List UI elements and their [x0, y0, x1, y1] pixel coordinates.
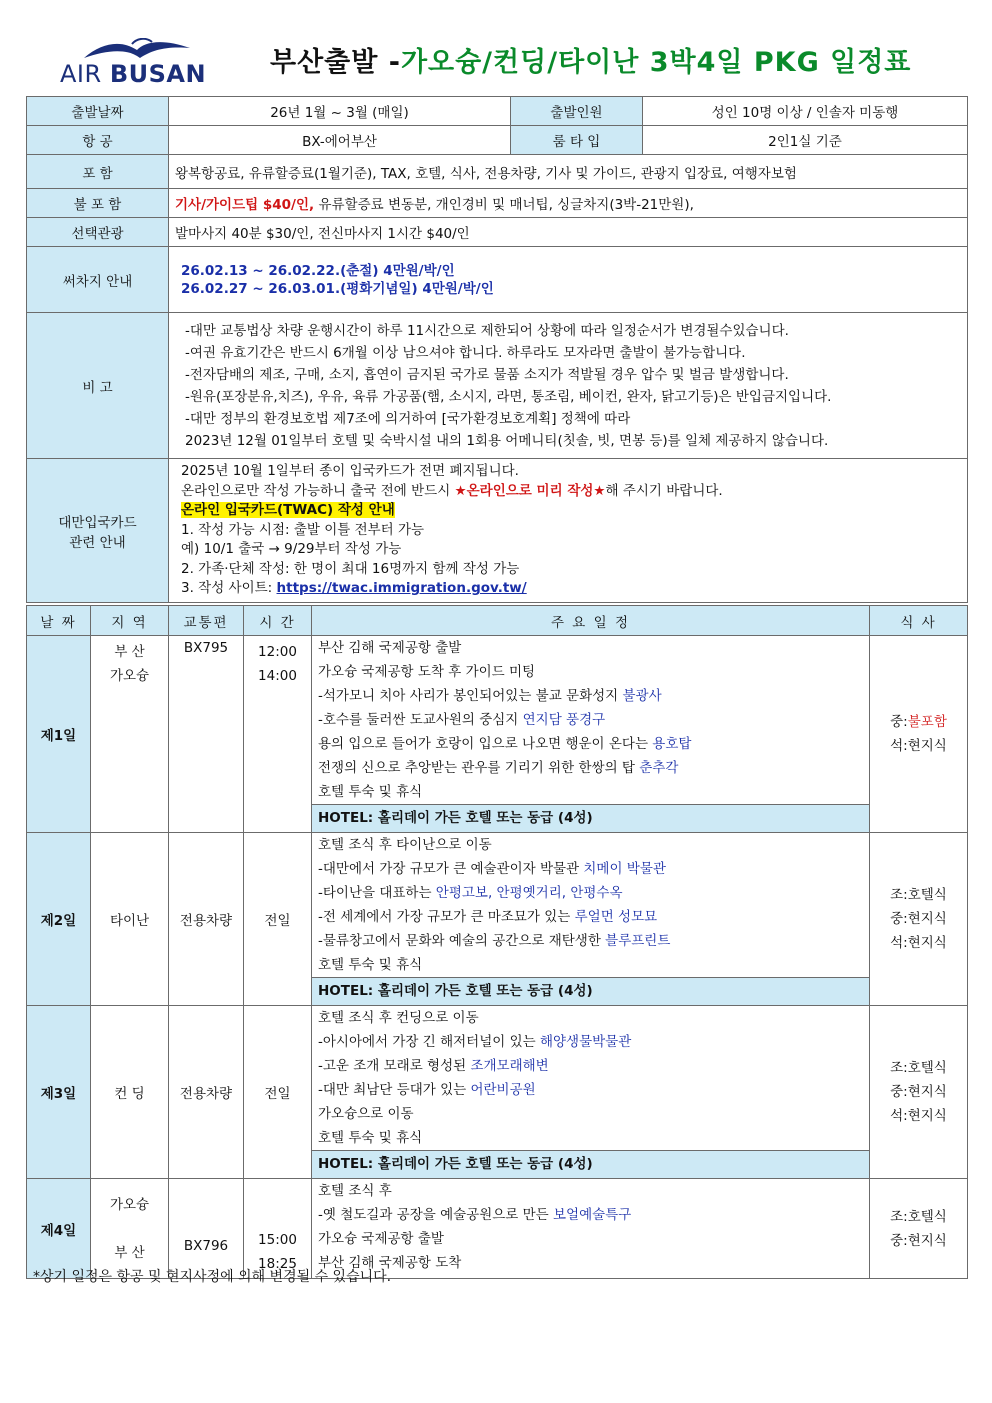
- day2-hotel: HOTEL: 홀리데이 가든 호텔 또는 동급 (4성): [312, 977, 869, 1005]
- note-line: -여권 유효기간은 반드시 6개월 이상 남으셔야 합니다. 하루라도 모자라면 출발이 불가능합니다.: [185, 344, 746, 361]
- day3-label: 제3일: [27, 1006, 91, 1179]
- seagull-wing-icon: [82, 38, 192, 60]
- excluded-value: 기사/가이드팁 $40/인, 유류할증료 변동분, 개인경비 및 매너팁, 싱글차지(3박-21만원),: [169, 189, 968, 218]
- day4-label: 제4일: [27, 1179, 91, 1279]
- note-line: -대만 교통법상 차량 운행시간이 하루 11시간으로 제한되어 상황에 따라 일정순서가 변경될수있습니다.: [185, 322, 789, 339]
- note-line: -대만 정부의 환경보호법 제7조에 의거하여 [국가환경보호계획] 정책에 따라: [185, 410, 631, 427]
- optional-value: 발마사지 40분 $30/인, 전신마사지 1시간 $40/인: [169, 218, 968, 247]
- day4-itinerary: 호텔 조식 후 -옛 철도길과 공장을 예술공원으로 만든 보얼예술특구 가오슝 국제공항 출발 부산 김해 국제공항 도착: [312, 1179, 870, 1279]
- included-value: 왕복항공료, 유류할증료(1월기준), TAX, 호텔, 식사, 전용차량, 기사 및 가이드, 관광지 입장료, 여행자보험: [169, 155, 968, 189]
- col-date: 날 짜: [27, 606, 91, 636]
- day3-itinerary: 호텔 조식 후 컨딩으로 이동 -아시아에서 가장 긴 해저터널이 있는 해양생물박물관 -고운 조개 모래로 형성된 조개모래해변 -대만 최남단 등대가 있는 어란비공원 가오슝으로 이동 호텔 투숙 및 휴식 HOTEL: 홀리데이 가든 호텔 또는 동급 (4성): [312, 1006, 870, 1179]
- day2-transport: 전용차량: [169, 833, 244, 1006]
- info-table: [26, 96, 968, 603]
- day2-region: 타이난: [91, 833, 169, 1006]
- notes-value: [169, 313, 968, 459]
- day4-region: 가오슝 부 산: [91, 1179, 169, 1279]
- included-label: 포 함: [27, 155, 169, 189]
- day3-region: 컨 딩: [91, 1006, 169, 1179]
- day4-time: 15:00 18:25: [244, 1179, 312, 1279]
- note-line: 2023년 12월 01일부터 호텔 및 숙박시설 내의 1회용 어메니티(칫솔, 빗, 면봉 등)를 일체 제공하지 않습니다.: [185, 432, 829, 449]
- footer-note: *상기 일정은 항공 및 현지사정에 의해 변경될 수 있습니다.: [33, 1269, 392, 1285]
- page-title: 부산출발 -가오슝/컨딩/타이난 3박4일 PKG 일정표: [270, 47, 912, 78]
- pax-label: 출발인원: [511, 97, 643, 126]
- air-busan-logo: [60, 38, 207, 88]
- day1-time: 12:00 14:00: [244, 636, 312, 833]
- surcharge-value: 26.02.13 ~ 26.02.22.(춘절) 4만원/박/인 26.02.27 ~ 26.03.01.(평화기념일) 4만원/박/인: [169, 247, 968, 313]
- day3-transport: 전용차량: [169, 1006, 244, 1179]
- depart-label: 출발날짜: [27, 97, 169, 126]
- day1-label: 제1일: [27, 636, 91, 833]
- col-meal: 식 사: [870, 606, 968, 636]
- note-line: -전자담배의 제조, 구매, 소지, 흡연이 금지된 국가로 물품 소지가 적발될 경우 압수 및 벌금 발생합니다.: [185, 366, 789, 383]
- pax-value: 성인 10명 이상 / 인솔자 미동행: [643, 97, 968, 126]
- surcharge-label: 써차지 안내: [27, 247, 169, 313]
- day1-meal: 중:불포함 석:현지식: [870, 636, 968, 833]
- col-itinerary: 주 요 일 정: [312, 606, 870, 636]
- optional-label: 선택관광: [27, 218, 169, 247]
- airline-value: BX-에어부산: [169, 126, 511, 155]
- arrival-card-label: 대만입국카드 관련 안내: [27, 459, 169, 603]
- day2-meal: 조:호텔식 중:현지식 석:현지식: [870, 833, 968, 1006]
- logo-text: AIR BUSAN: [60, 60, 207, 88]
- col-region: 지 역: [91, 606, 169, 636]
- arrival-card-value: 2025년 10월 1일부터 종이 입국카드가 전면 폐지됩니다. 온라인으로만 작성 가능하니 출국 전에 반드시 ★온라인으로 미리 작성★해 주시기 바랍니다. 온라인 입국카드(TWAC) 작성 안내 1. 작성 가능 시점: 출발 이틀 전부터 가능 예) 10/1 출국 → 9/29부터 작성 가능 2. 가족·단체 작성: 한 명이 최대 16명까지 함께 작성 가능 3. 작성 사이트: https://twac.immigration.gov.tw/: [169, 459, 968, 603]
- note-line: -원유(포장분유,치즈), 우유, 육류 가공품(햄, 소시지, 라면, 통조림, 베이컨, 완자, 닭고기등)은 반입금지입니다.: [185, 388, 832, 405]
- col-transport: 교통편: [169, 606, 244, 636]
- day2-label: 제2일: [27, 833, 91, 1006]
- airline-label: 항 공: [27, 126, 169, 155]
- col-time: 시 간: [244, 606, 312, 636]
- twac-highlight: 온라인 입국카드(TWAC) 작성 안내: [181, 502, 395, 519]
- day1-transport: BX795: [169, 636, 244, 833]
- page-header: [26, 30, 967, 90]
- room-value: 2인1실 기준: [643, 126, 968, 155]
- room-label: 룸 타 입: [511, 126, 643, 155]
- excluded-label: 불 포 함: [27, 189, 169, 218]
- day3-hotel: HOTEL: 홀리데이 가든 호텔 또는 동급 (4성): [312, 1150, 869, 1178]
- notes-label: 비 고: [27, 313, 169, 459]
- day1-hotel: HOTEL: 홀리데이 가든 호텔 또는 동급 (4성): [312, 804, 869, 832]
- day3-time: 전일: [244, 1006, 312, 1179]
- twac-site-link[interactable]: https://twac.immigration.gov.tw/: [276, 580, 527, 597]
- schedule-table: [26, 605, 968, 1279]
- day4-transport: BX796: [169, 1179, 244, 1279]
- day1-region: 부 산 가오슝: [91, 636, 169, 833]
- day3-meal: 조:호텔식 중:현지식 석:현지식: [870, 1006, 968, 1179]
- day1-itinerary: 부산 김해 국제공항 출발 가오슝 국제공항 도착 후 가이드 미팅 -석가모니 치아 사리가 봉인되어있는 불교 문화성지 불광사 -호수를 둘러싼 도교사원의 중심지 연지담 풍경구 용의 입으로 들어가 호랑이 입으로 나오면 행운이 온다는 용호탑 전쟁의 신으로 추앙받는 관우를 기리기 위한 한쌍의 탑 춘추각 호텔 투숙 및 휴식 HOTEL: 홀리데이 가든 호텔 또는 동급 (4성): [312, 636, 870, 833]
- day2-time: 전일: [244, 833, 312, 1006]
- day4-meal: 조:호텔식 중:현지식: [870, 1179, 968, 1279]
- day2-itinerary: 호텔 조식 후 타이난으로 이동 -대만에서 가장 규모가 큰 예술관이자 박물관 치메이 박물관 -타이난을 대표하는 안평고보, 안평옛거리, 안평수옥 -전 세계에서 가장 규모가 큰 마조묘가 있는 루얼먼 성모묘 -물류창고에서 문화와 예술의 공간으로 재탄생한 블루프린트 호텔 투숙 및 휴식 HOTEL: 홀리데이 가든 호텔 또는 동급 (4성): [312, 833, 870, 1006]
- depart-value: 26년 1월 ~ 3월 (매일): [169, 97, 511, 126]
